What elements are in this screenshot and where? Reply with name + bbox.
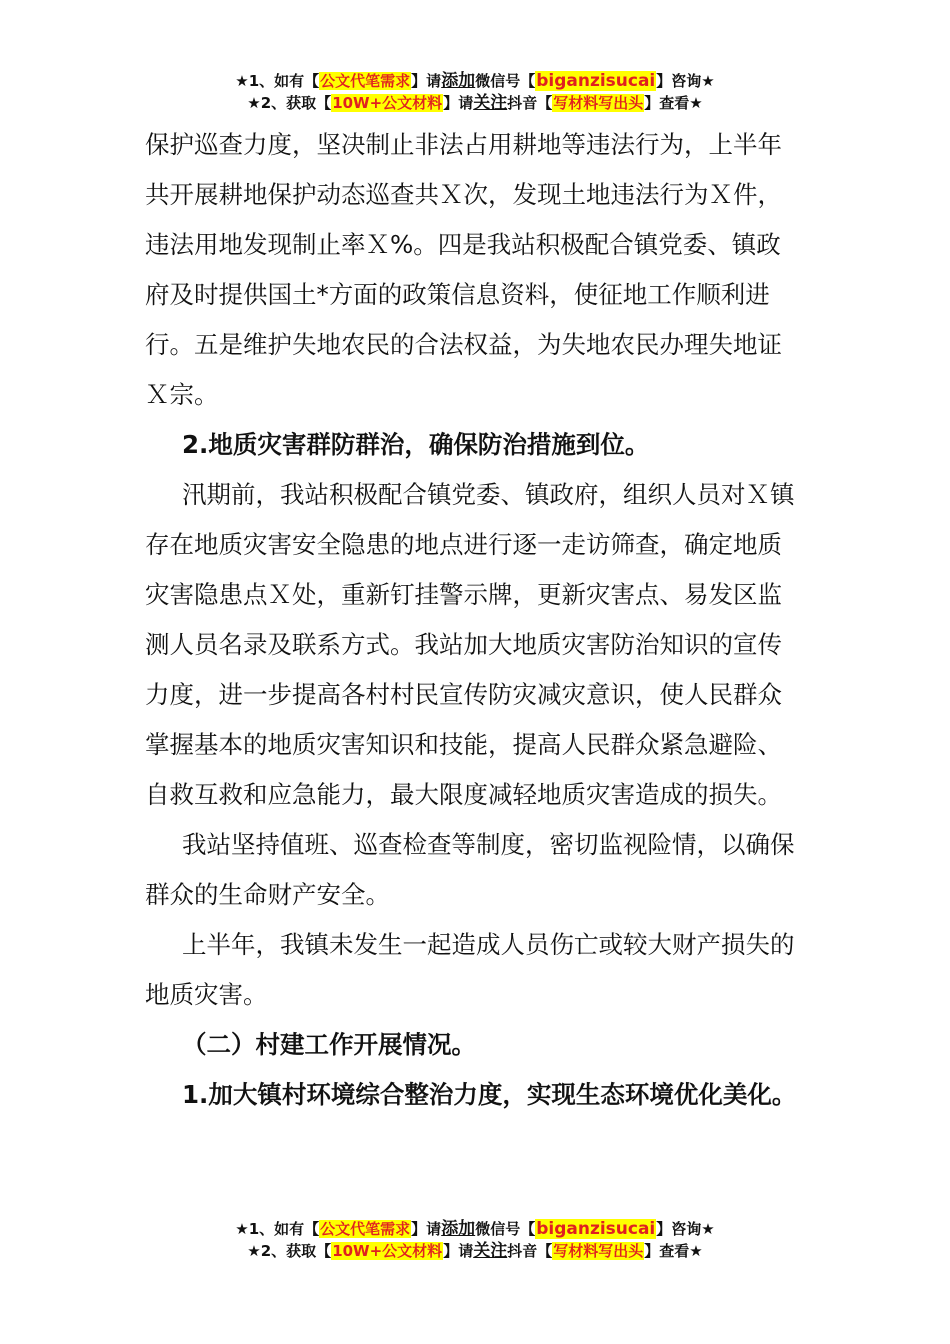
banner-text: ★2、获取【 [247,1242,332,1260]
document-body [145,120,805,1120]
banner-highlight: biganzisucai [536,71,656,91]
banner-text: ★1、如有【 [235,1220,320,1238]
banner-highlight: 公文代笔需求 [320,1220,411,1238]
banner-text: 】咨询★ [656,1220,715,1238]
paragraph: 汛期前，我站积极配合镇党委、镇政府，组织人员对Ｘ镇存在地质灾害安全隐患的地点进行逐一走访筛查，确定地质灾害隐患点Ｘ处，重新钉挂警示牌，更新灾害点、易发区监测人员名录及联系方式。我站加大地质灾害防治知识的宣传力度，进一步提高各村村民宣传防灾减灾意识，使人民群众掌握基本的地质灾害知识和技能，提高人民群众紧急避险、自救互救和应急能力，最大限度减轻地质灾害造成的损失。 [145,480,795,809]
section-heading: （二）村建工作开展情况。 [182,1030,476,1059]
banner-line-1 [0,1218,950,1240]
banner-underline: 添加 [441,71,476,91]
banner-highlight: 写材料写出头 [553,1242,644,1260]
banner-highlight: biganzisucai [536,1219,656,1239]
banner-text: 抖音【 [507,94,553,112]
banner-text: 微信号【 [475,72,536,90]
banner-text: 】请 [443,94,474,112]
banner-underline: 关注 [473,1241,508,1261]
banner-highlight: 写材料写出头 [553,94,644,112]
banner-line-2 [0,92,950,114]
banner-text: 】请 [411,1220,442,1238]
banner-text: 】咨询★ [656,72,715,90]
footer-banner [0,1218,950,1262]
banner-underline: 关注 [473,93,508,113]
paragraph: 上半年，我镇未发生一起造成人员伤亡或较大财产损失的地质灾害。 [145,930,795,1009]
banner-text: 抖音【 [507,1242,553,1260]
header-banner [0,70,950,114]
banner-text: 】查看★ [644,94,703,112]
banner-text: 】请 [443,1242,474,1260]
banner-text: 】查看★ [644,1242,703,1260]
paragraph: 保护巡查力度，坚决制止非法占用耕地等违法行为，上半年共开展耕地保护动态巡查共Ｘ次，发现土地违法行为Ｘ件，违法用地发现制止率Ｘ%。四是我站积极配合镇党委、镇政府及时提供国土*方面的政策信息资料，使征地工作顺利进行。五是维护失地农民的合法权益，为失地农民办理失地证Ｘ宗。 [145,130,782,409]
banner-line-2 [0,1240,950,1262]
section-heading: 2.地质灾害群防群治，确保防治措施到位。 [182,430,650,459]
banner-line-1 [0,70,950,92]
banner-highlight: 10W+公文材料 [332,1242,443,1260]
banner-text: 】请 [411,72,442,90]
banner-highlight: 10W+公文材料 [332,94,443,112]
banner-text: ★1、如有【 [235,72,320,90]
banner-text: ★2、获取【 [247,94,332,112]
banner-highlight: 公文代笔需求 [320,72,411,90]
banner-text: 微信号【 [475,1220,536,1238]
paragraph: 我站坚持值班、巡查检查等制度，密切监视险情，以确保群众的生命财产安全。 [145,830,795,909]
section-heading: 1.加大镇村环境综合整治力度，实现生态环境优化美化。 [182,1080,797,1109]
banner-underline: 添加 [441,1219,476,1239]
